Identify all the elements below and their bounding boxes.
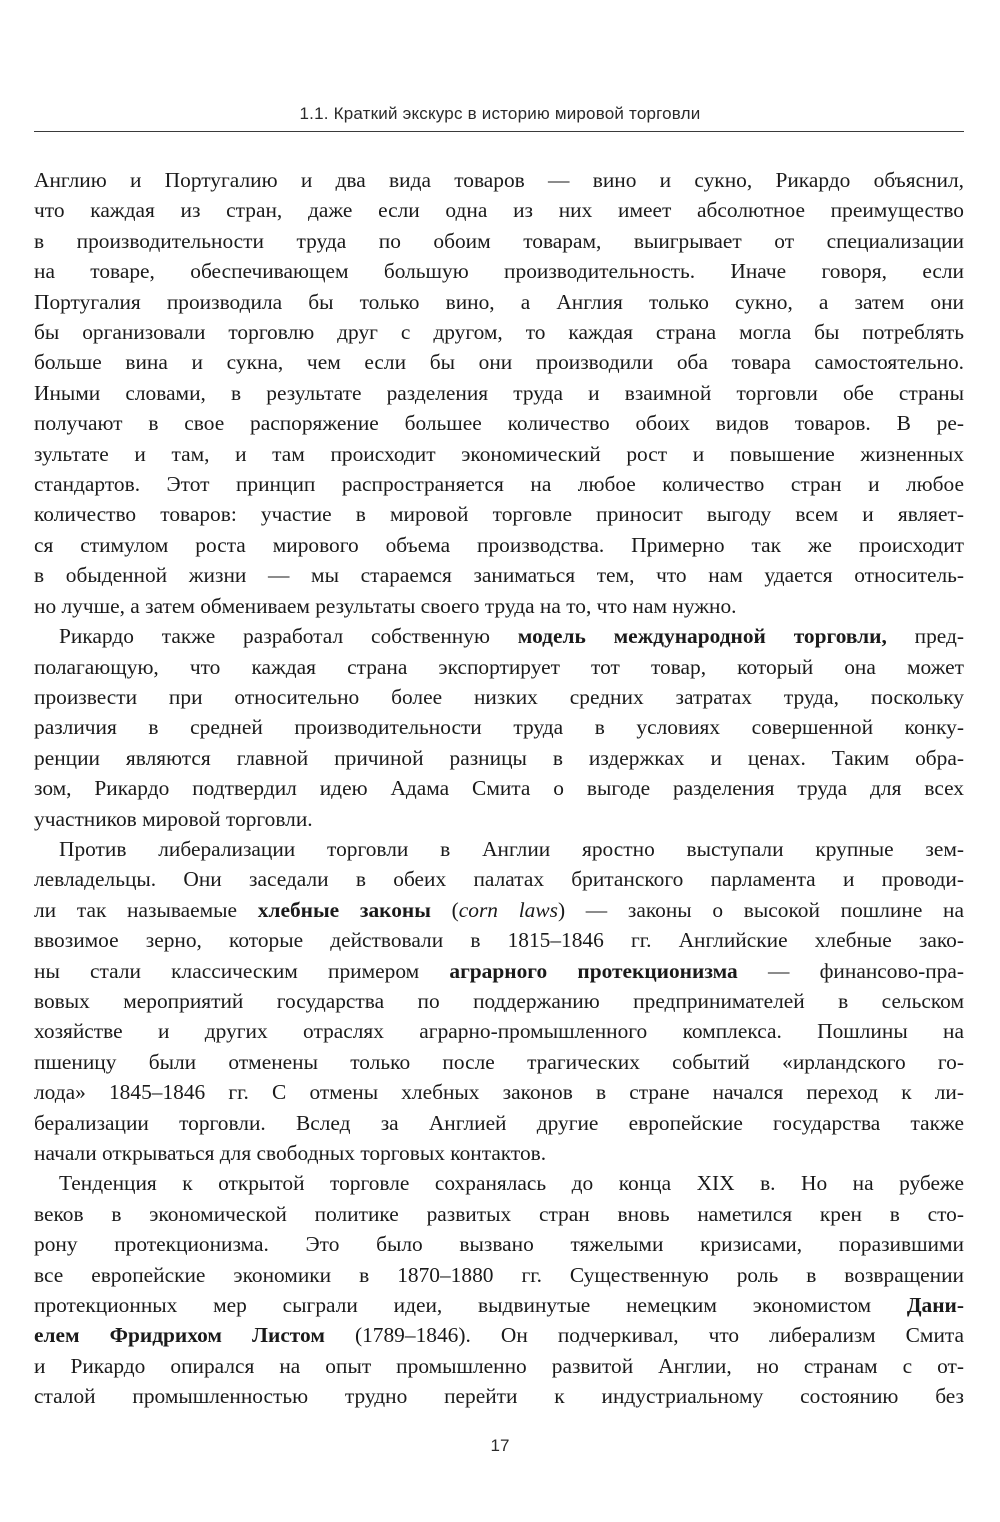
text-run: но лучше, а затем обмениваем результаты своего труда на то, что нам нужно.	[34, 593, 737, 618]
text-run: Иными словами, в результате разделения труда и взаимной торговли обе страны	[34, 380, 964, 405]
text-run: произвести при относительно более низких средних затратах труда, поскольку	[34, 684, 964, 709]
paragraph	[34, 165, 964, 621]
text-line	[34, 743, 964, 773]
text-line	[34, 895, 964, 925]
text-line	[34, 287, 964, 317]
text-run: (	[430, 897, 459, 922]
text-line	[34, 712, 964, 742]
text-run: в производительности труда по обоим товарам, выигрывает от специализации	[34, 228, 964, 253]
text-run: Против либерализации торговли в Англии яростно выступали крупные зем-	[59, 836, 964, 861]
text-line	[34, 408, 964, 438]
text-line	[34, 347, 964, 377]
bold-term: Дани-	[906, 1293, 964, 1318]
text-line	[34, 1320, 964, 1350]
bold-term: модель международной торговли,	[517, 624, 887, 649]
text-line	[34, 956, 964, 986]
text-line	[34, 1047, 964, 1077]
text-line	[34, 621, 964, 651]
text-run: пред-	[886, 624, 965, 649]
text-run: ) — законы о высокой пошлине на	[557, 897, 964, 922]
text-run: в обыденной жизни — мы стараемся заниматься тем, что нам удается относитель-	[34, 563, 964, 588]
text-line	[34, 1351, 964, 1381]
text-run: лода» 1845–1846 гг. С отмены хлебных законов в стране начался переход к ли-	[34, 1080, 964, 1105]
bold-term: аграрного протекционизма	[449, 958, 738, 983]
text-line	[34, 378, 964, 408]
text-run: получают в свое распоряжение большее количество обоих видов товаров. В ре-	[34, 411, 964, 436]
paragraph	[34, 621, 964, 834]
text-line	[34, 165, 964, 195]
text-run: берализации торговли. Вслед за Англией другие европейские государства также	[34, 1110, 964, 1135]
text-line	[34, 530, 964, 560]
text-line	[34, 1168, 964, 1198]
text-run: Португалия производила бы только вино, а Англия только сукно, а затем они	[34, 289, 964, 314]
text-line	[34, 773, 964, 803]
text-run: сталой промышленностью трудно перейти к индустриальному состоянию без	[34, 1384, 964, 1409]
text-run: полагающую, что каждая страна экспортирует тот товар, который она может	[34, 654, 964, 679]
text-line	[34, 560, 964, 590]
text-line	[34, 864, 964, 894]
text-line	[34, 1138, 964, 1168]
text-run: бы организовали торговлю друг с другом, то каждая страна могла бы потреблять	[34, 320, 964, 345]
paragraph	[34, 1168, 964, 1411]
italic-term: corn laws	[458, 897, 558, 922]
text-run: ли так называемые	[34, 897, 258, 922]
text-run: и Рикардо опирался на опыт промышленно развитой Англии, но странам с от-	[34, 1353, 964, 1378]
text-line	[34, 834, 964, 864]
text-run: ввозимое зерно, которые действовали в 1815–1846 гг. Английские хлебные зако-	[34, 928, 964, 953]
text-line	[34, 195, 964, 225]
text-run: Тенденция к открытой торговле сохранялась до конца XIX в. Но на рубеже	[59, 1171, 964, 1196]
text-run: рону протекционизма. Это было вызвано тяжелыми кризисами, поразившими	[34, 1232, 964, 1257]
text-run: Англию и Португалию и два вида товаров — вино и сукно, Рикардо объяснил,	[34, 168, 964, 192]
text-line	[34, 1016, 964, 1046]
text-line	[34, 1077, 964, 1107]
text-run: зом, Рикардо подтвердил идею Адама Смита о выгоде разделения труда для всех	[34, 776, 964, 801]
text-run: на товаре, обеспечивающем большую производительность. Иначе говоря, если	[34, 259, 964, 284]
text-run: количество товаров: участие в мировой торговле приносит выгоду всем и являет-	[34, 502, 964, 527]
body-text	[34, 165, 964, 1412]
text-run: ренции являются главной причиной разницы в издержках и ценах. Таким обра-	[34, 745, 964, 770]
text-line	[34, 591, 964, 621]
text-run: левладельцы. Они заседали в обеих палатах британского парламента и проводи-	[34, 867, 964, 892]
text-run: участников мировой торговли.	[34, 806, 313, 831]
text-line	[34, 499, 964, 529]
text-line	[34, 256, 964, 286]
text-run: хозяйстве и других отраслях аграрно-промышленного комплекса. Пошлины на	[34, 1019, 964, 1044]
text-run: стандартов. Этот принцип распространяется на любое количество стран и любое	[34, 472, 964, 497]
text-line	[34, 652, 964, 682]
text-line	[34, 469, 964, 499]
text-run: все европейские экономики в 1870–1880 гг. Существенную роль в возвращении	[34, 1262, 964, 1287]
paragraph	[34, 834, 964, 1168]
text-line	[34, 1381, 964, 1411]
text-line	[34, 439, 964, 469]
text-line	[34, 1229, 964, 1259]
text-run: пшеницу были отменены только после трагических событий «ирландского го-	[34, 1049, 964, 1074]
running-head: 1.1. Краткий экскурс в историю мировой торговли	[299, 104, 701, 123]
header-rule	[34, 131, 964, 132]
bold-term: елем Фридрихом Листом	[34, 1323, 325, 1348]
text-run: (1789–1846). Он подчеркивал, что либерализм Смита	[324, 1323, 964, 1348]
text-run: — финансово-пра-	[737, 958, 964, 983]
text-run: различия в средней производительности труда в условиях совершенной конку-	[34, 715, 964, 740]
text-line	[34, 1290, 964, 1320]
text-line	[34, 1260, 964, 1290]
page-number: 17	[490, 1436, 510, 1455]
text-run: что каждая из стран, даже если одна из них имеет абсолютное преимущество	[34, 198, 964, 223]
text-run: вовых мероприятий государства по поддержанию предпринимателей в сельском	[34, 988, 964, 1013]
text-run: ся стимулом роста мирового объема производства. Примерно так же происходит	[34, 532, 964, 557]
text-run: ны стали классическим примером	[34, 958, 450, 983]
text-line	[34, 682, 964, 712]
text-line	[34, 1199, 964, 1229]
text-line	[34, 986, 964, 1016]
text-run: больше вина и сукна, чем если бы они производили оба товара самостоятельно.	[34, 350, 964, 375]
text-run: Рикардо также разработал собственную	[59, 624, 518, 649]
text-line	[34, 317, 964, 347]
text-run: начали открываться для свободных торговых контактов.	[34, 1141, 547, 1165]
text-run: зультате и там, и там происходит экономический рост и повышение жизненных	[34, 441, 964, 466]
text-run: протекционных мер сыграли идеи, выдвинутые немецким экономистом	[34, 1293, 907, 1318]
text-line	[34, 226, 964, 256]
text-line	[34, 925, 964, 955]
text-line	[34, 804, 964, 834]
text-line	[34, 1108, 964, 1138]
text-run: веков в экономической политике развитых стран вновь наметился крен в сто-	[34, 1201, 964, 1226]
bold-term: хлебные законы	[257, 897, 431, 922]
